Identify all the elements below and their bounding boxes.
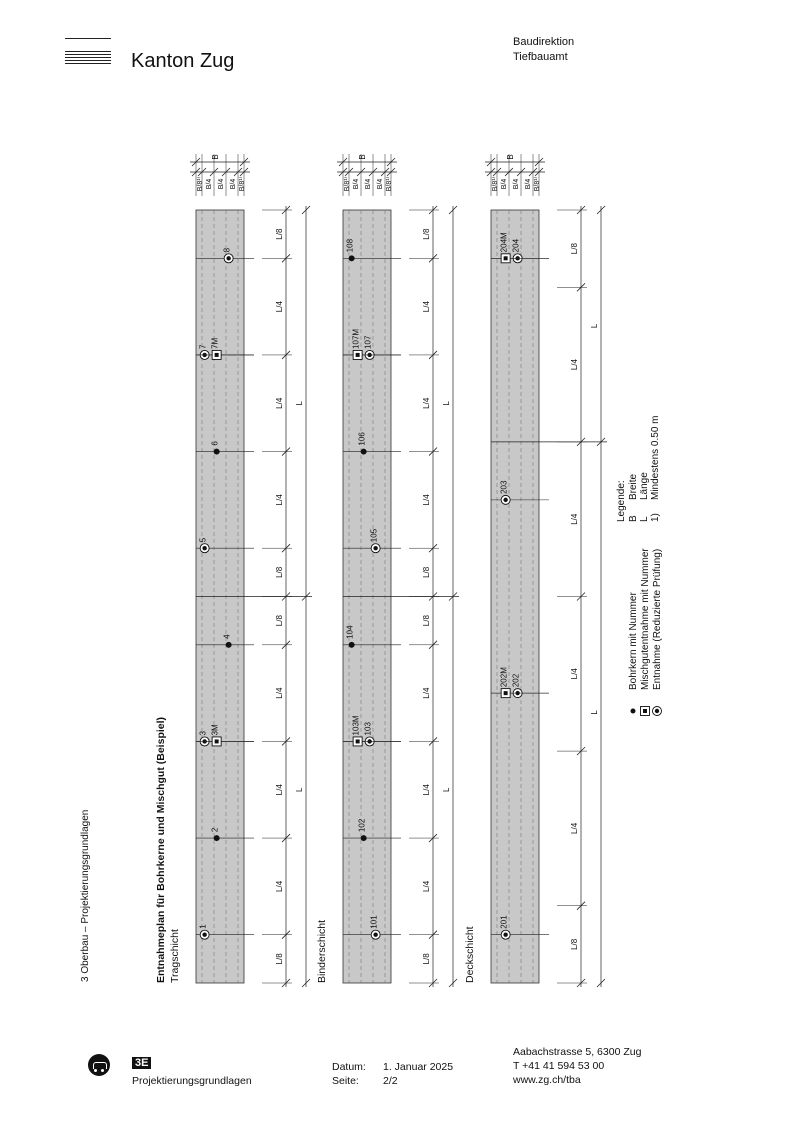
point-label: 204 [511, 238, 521, 253]
entnahme-marker-inner [226, 256, 230, 260]
bohrkern-marker [361, 449, 367, 455]
legend-key: B [628, 515, 639, 522]
footer-address: Aabachstrasse 5, 6300 Zug [513, 1046, 642, 1058]
legend-text: Breite [628, 473, 639, 500]
entnahme-marker-inner [202, 546, 206, 550]
entnahme-marker-inner [202, 932, 206, 936]
footer-date-value: 1. Januar 2025 [383, 1061, 454, 1073]
point-label: 108 [345, 238, 355, 253]
footer-date-label: Datum: [332, 1061, 366, 1073]
segment-label: L/4 [275, 301, 284, 313]
bohrkern-marker [349, 642, 355, 648]
entnahme-marker-inner [373, 546, 377, 550]
segment-label: L/8 [275, 615, 284, 627]
segment-label: L/4 [275, 880, 284, 892]
length-label: L [442, 787, 451, 792]
point-label: 202M [499, 667, 509, 688]
bohrkern-marker [214, 835, 220, 841]
point-label: 202 [511, 673, 521, 688]
office: Tiefbauamt [513, 51, 568, 63]
width-division-label: B/4 [365, 178, 372, 190]
width-division-label: B/4 [377, 178, 384, 190]
layer-name: Deckschicht [464, 926, 476, 983]
length-label: L [590, 710, 599, 715]
width-label: B [358, 154, 367, 160]
footer-logo-icon [88, 1054, 110, 1076]
width-division-label: B/8¹⁾ [197, 176, 204, 192]
entnahme-marker-inner [373, 932, 377, 936]
point-label: 104 [345, 625, 355, 639]
legend-text: Länge [639, 472, 650, 500]
mischgut-marker-inner [215, 353, 219, 357]
bohrkern-marker [361, 835, 367, 841]
width-division-label: B/4 [218, 178, 225, 190]
point-label: 204M [499, 232, 509, 253]
legend-text: Mindestens 0.50 m [650, 415, 661, 500]
segment-label: L/4 [570, 668, 579, 680]
legend-title: Legende: [616, 480, 627, 522]
width-division-label: B/8¹⁾ [492, 176, 499, 192]
legend-key: 1) [650, 513, 661, 522]
segment-label: L/4 [570, 513, 579, 525]
bohrkern-marker [226, 642, 232, 648]
sidebar-section-text: 3 Oberbau – Projektierungsgrundlagen [80, 809, 91, 982]
mischgut-marker-inner [504, 256, 508, 260]
layer-tragschicht [190, 154, 312, 987]
mischgut-marker-inner [356, 353, 360, 357]
point-label: 5 [198, 537, 208, 543]
segment-label: L/4 [422, 687, 431, 699]
legend-key: L [639, 516, 650, 522]
mischgut-marker-inner [356, 739, 360, 743]
segment-label: L/8 [275, 953, 284, 965]
segment-label: L/8 [422, 228, 431, 240]
segment-label: L/8 [422, 953, 431, 965]
width-division-label: B/8¹⁾ [534, 176, 541, 192]
length-label: L [295, 401, 304, 406]
footer-phone: T +41 41 594 53 00 [513, 1060, 605, 1072]
segment-label: L/4 [570, 822, 579, 834]
segment-label: L/4 [275, 494, 284, 506]
bohrkern-marker [214, 449, 220, 455]
segment-label: L/4 [422, 880, 431, 892]
footer-page-value: 2/2 [383, 1075, 398, 1087]
point-label: 105 [369, 528, 379, 543]
legend-symbol-text: Bohrkern mit Nummer [628, 592, 639, 690]
point-label: 103M [351, 715, 361, 736]
width-division-label: B/8¹⁾ [386, 176, 393, 192]
point-label: 107 [363, 335, 373, 349]
segment-label: L/4 [275, 784, 284, 796]
layer-strip [491, 210, 539, 983]
point-label: 106 [357, 432, 367, 446]
segment-label: L/4 [422, 301, 431, 313]
layer-binderschicht [337, 154, 459, 987]
layer-deckschicht [485, 154, 607, 987]
point-label: 2 [210, 827, 220, 833]
brand-name: Kanton Zug [131, 50, 235, 72]
point-label: 8 [222, 247, 232, 253]
width-division-label: B/8¹⁾ [239, 176, 246, 192]
mischgut-marker-inner [504, 691, 508, 695]
department: Baudirektion [513, 36, 575, 48]
segment-label: L/4 [422, 784, 431, 796]
footer-page-label: Seite: [332, 1075, 359, 1087]
point-label: 7M [210, 337, 220, 349]
legend-entnahme-icon-inner [655, 709, 659, 713]
segment-label: L/8 [570, 243, 579, 255]
point-label: 3 [198, 730, 208, 736]
segment-label: L/8 [275, 566, 284, 578]
point-label: 203 [499, 480, 509, 494]
layer-name: Tragschicht [169, 929, 181, 983]
layer-name: Binderschicht [316, 919, 328, 983]
point-label: 4 [222, 634, 232, 639]
legend-symbol-text: Entnahme (Reduzierte Prüfung) [652, 548, 663, 690]
segment-label: L/8 [275, 228, 284, 240]
point-label: 201 [499, 915, 509, 929]
legend-symbol-text: Mischgutentnahme mit Nummer [640, 548, 651, 690]
width-division-label: B/8¹⁾ [344, 176, 351, 192]
point-label: 6 [210, 441, 220, 446]
width-division-label: B/4 [230, 178, 237, 190]
width-division-label: B/4 [501, 178, 508, 190]
segment-label: L/4 [275, 687, 284, 699]
footer-section: Projektierungsgrundlagen [132, 1075, 252, 1087]
segment-label: L/8 [570, 938, 579, 950]
point-label: 7 [198, 344, 208, 349]
point-label: 1 [198, 924, 208, 929]
point-label: 102 [357, 818, 367, 833]
segment-label: L/4 [570, 359, 579, 371]
segment-label: L/4 [422, 397, 431, 409]
width-division-label: B/4 [353, 178, 360, 190]
point-label: 3M [210, 724, 220, 736]
segment-label: L/8 [422, 566, 431, 578]
bohrkern-marker [349, 255, 355, 261]
footer-web: www.zg.ch/tba [513, 1074, 581, 1086]
length-label: L [295, 787, 304, 792]
segment-label: L/8 [422, 615, 431, 627]
mischgut-marker-inner [215, 739, 219, 743]
footer-code-badge: 3E [132, 1057, 151, 1069]
diagram-title: Entnahmeplan für Bohrkerne und Mischgut (Beispiel) [155, 716, 167, 983]
point-label: 101 [369, 915, 379, 929]
width-label: B [506, 154, 515, 160]
length-label: L [442, 401, 451, 406]
width-division-label: B/4 [206, 178, 213, 190]
entnahme-marker-inner [503, 498, 507, 502]
entnahme-marker-inner [503, 932, 507, 936]
length-label: L [590, 323, 599, 329]
width-label: B [211, 154, 220, 160]
segment-label: L/4 [422, 494, 431, 506]
segment-label: L/4 [275, 397, 284, 409]
width-division-label: B/4 [525, 178, 532, 190]
legend-bohrkern-icon [631, 709, 636, 714]
point-label: 103 [363, 722, 373, 736]
legend-mischgut-icon-inner [643, 709, 647, 713]
width-division-label: B/4 [513, 178, 520, 190]
point-label: 107M [351, 328, 361, 349]
